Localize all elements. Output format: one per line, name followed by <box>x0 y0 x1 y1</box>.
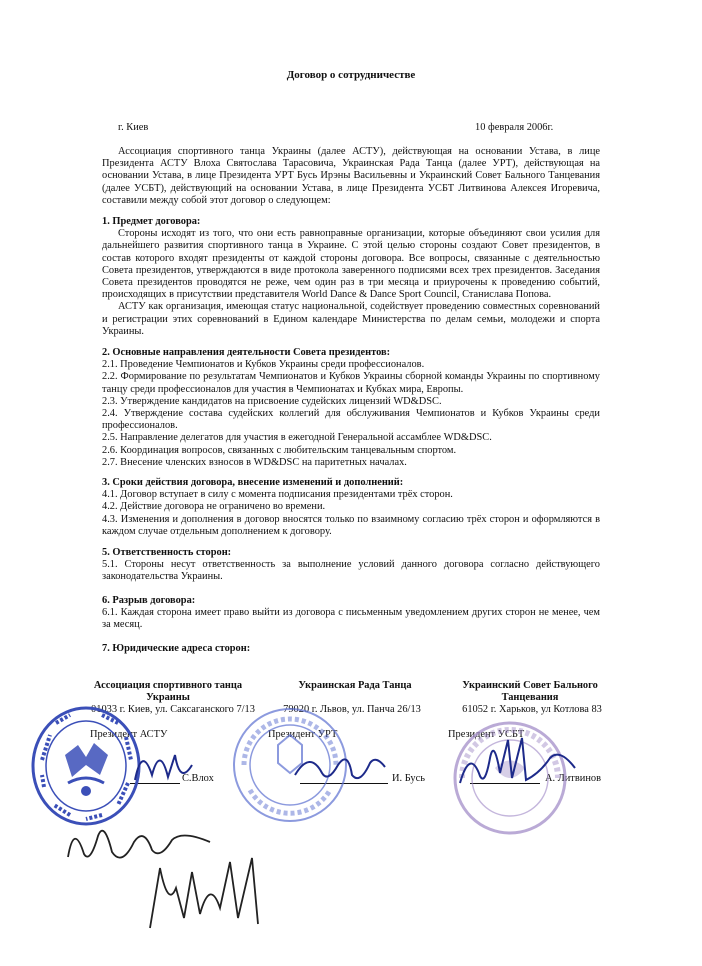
party-3-address: 61052 г. Харьков, ул Котлова 83 <box>462 704 602 715</box>
intro-paragraph <box>102 146 600 207</box>
signature-bottom-2-icon <box>140 848 280 938</box>
section-7-heading: 7. Юридические адреса сторон: <box>102 643 251 654</box>
signature-vloh-icon <box>130 735 200 795</box>
section-5-heading: 5. Ответственность сторон: <box>102 547 232 558</box>
section-7 <box>102 643 600 655</box>
section-2-item: 2.4. Утверждение состава судейских коллегий для обслуживания Чемпионатов и Кубков Украины среди профессионалов. <box>102 408 600 432</box>
section-1 <box>102 216 600 338</box>
signature-bus-icon <box>290 745 390 790</box>
intro-text: Ассоциация спортивного танца Украины (далее АСТУ), действующая на основании Устава, в лице Президента АСТУ Влоха Святослава Тарасовича, Украинская Рада Танца (далее УРТ), действующая на основании Устава, в лице Президента УРТ Бусь Ирэны Васильевны и Украинский Совет Бального Танцевания (далее УСБТ), действующий на основании Устава, в лице Президента УСБТ Литвинова Алексея Игоревича, составили между собой этот договор о следующем: <box>102 146 600 206</box>
section-3-item: 4.3. Изменения и дополнения в договор вносятся только по взаимному согласию трёх сторон и оформляются в каждом случае отдельным дополнением к договору. <box>102 513 600 537</box>
document-date: 10 февраля 2006г. <box>475 122 554 133</box>
section-6-item: 6.1. Каждая сторона имеет право выйти из договора с письменным уведомлением других сторон не менее, чем за месяц. <box>102 607 600 631</box>
section-2-item: 2.2. Формирование по результатам Чемпионатов и Кубков Украины сборной команды Украины по спортивному танцу среди профессионалов для участия в Чемпионатах и Кубках мира, Европы. <box>102 371 600 395</box>
section-1-paragraph-2: АСТУ как организация, имеющая статус национальной, содействует проведению совместных соревнований и регистрации этих соревнований в Едином календаре Министерства по делам семьи, молодежи и спорта Украины. <box>102 301 600 337</box>
party-2-address: 79020 г. Львов, ул. Панча 26/13 <box>283 704 421 715</box>
section-1-heading: 1. Предмет договора: <box>102 216 201 227</box>
section-3-heading: 3. Сроки действия договора, внесение изменений и дополнений: <box>102 477 404 488</box>
section-3-item: 4.2. Действие договора не ограничено во времени. <box>102 501 326 513</box>
section-3-item: 4.1. Договор вступает в силу с момента подписания президентами трёх сторон. <box>102 489 453 501</box>
section-2-item: 2.5. Направление делегатов для участия в ежегодной Генеральной ассамблее WD&DSC. <box>102 432 492 444</box>
section-5 <box>102 547 600 584</box>
section-2-item: 2.6. Координация вопросов, связанных с любительским танцевальным спортом. <box>102 444 457 456</box>
section-6-heading: 6. Разрыв договора: <box>102 595 196 606</box>
section-2 <box>102 347 600 469</box>
party-3-name: Украинский Совет Бального Танцевания <box>462 680 598 704</box>
section-2-item: 2.7. Внесение членских взносов в WD&DSC на паритетных началах. <box>102 456 407 468</box>
section-3 <box>102 477 600 538</box>
document-title: Договор о сотрудничестве <box>286 69 416 81</box>
party-1-signer: С.Влох <box>182 773 214 784</box>
party-2-signer: И. Бусь <box>392 773 425 784</box>
section-2-item: 2.3. Утверждение кандидатов на присвоение судейских лицензий WD&DSC. <box>102 395 442 407</box>
signature-litvinov-icon <box>450 728 590 798</box>
party-3-role: Президент УСБТ <box>448 729 525 740</box>
section-5-item: 5.1. Стороны несут ответственность за выполнение условий данного договора согласно действующего законодательства Украины. <box>102 559 600 583</box>
party-2-name: Украинская Рада Танца <box>298 680 412 691</box>
section-1-paragraph-1: Стороны исходят из того, что они есть равноправные организации, которые объединяют свои усилия для дальнейшего развития спортивного танца в Украине. С этой целью стороны создают Совет президентов, в состав которого входят президенты от каждой стороны договора. Все вопросы, связанные с деятельностью Совета президентов, утверждаются в виде протокола заверенного подписями всех трех президентов. Заседания Совета президентов проводятся не реже, чем один раз в три месяца и приурочены к проведению событий, происходящих в присутствии представителя World Dance & Dance Sport Council, Станислава Попова. <box>102 228 600 301</box>
party-1-address: 01033 г. Киев, ул. Саксаганского 7/13 <box>91 704 255 715</box>
party-1-role: Президент АСТУ <box>90 729 168 740</box>
party-2-role: Президент УРТ <box>268 729 338 740</box>
section-2-item: 2.1. Проведение Чемпионатов и Кубков Украины среди профессионалов. <box>102 359 425 371</box>
document-city: г. Киев <box>118 122 149 133</box>
section-2-heading: 2. Основные направления деятельности Совета президентов: <box>102 347 391 358</box>
section-6 <box>102 595 600 632</box>
astu-stamp-icon <box>30 705 142 827</box>
party-3-signer: А. Литвинов <box>545 773 601 784</box>
party-1-name: Ассоциация спортивного танца Украины <box>93 680 243 704</box>
